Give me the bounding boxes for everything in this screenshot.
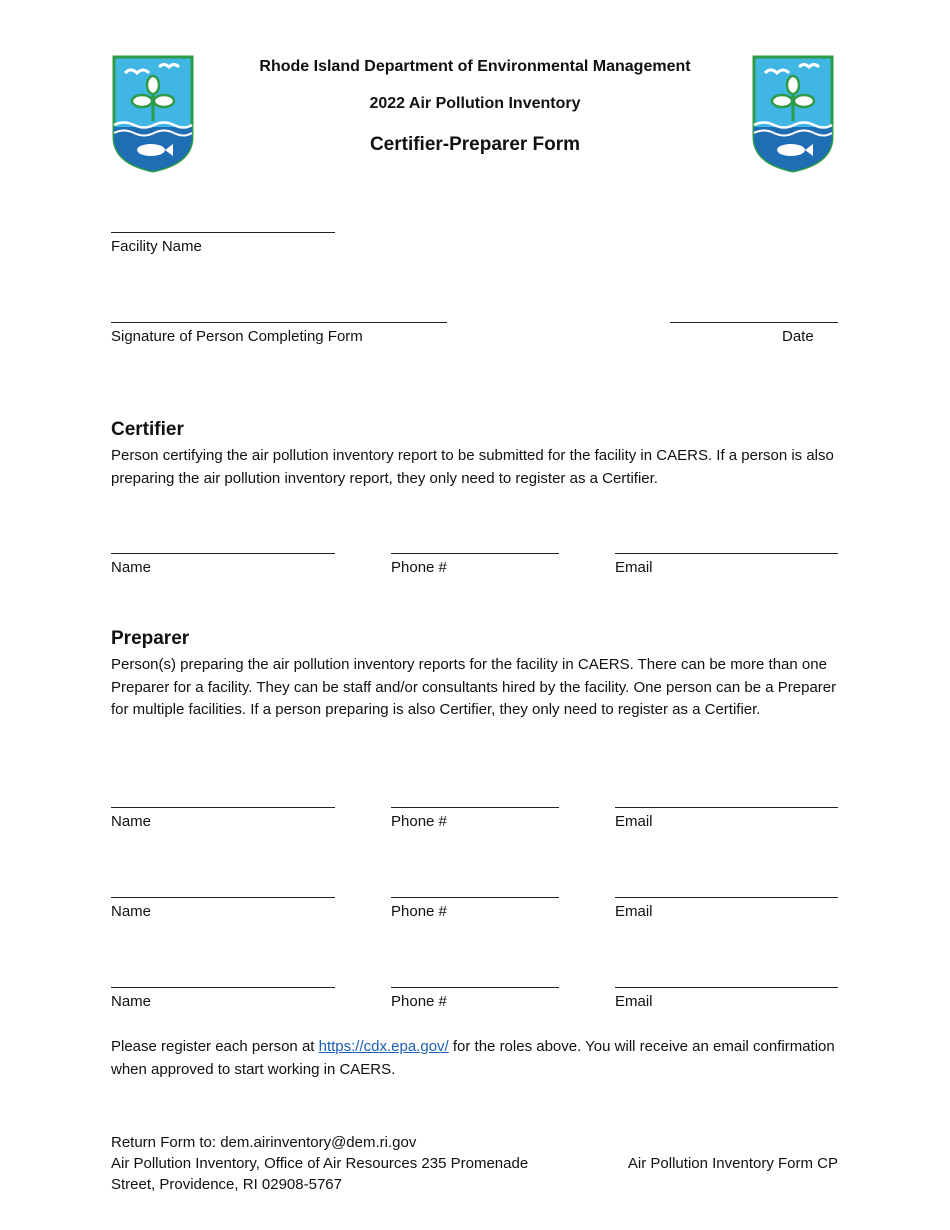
return-form-to: Return Form to: dem.airinventory@dem.ri.gov: [111, 1134, 417, 1151]
form-title: Certifier-Preparer Form: [369, 134, 581, 155]
certifier-heading: Certifier: [111, 419, 184, 440]
preparer-1-name-line[interactable]: [111, 807, 335, 808]
certifier-name-line[interactable]: [111, 553, 335, 554]
register-suffix: for the roles above. You will receive an email confirmation when approved to start working in CAERS.: [111, 1038, 835, 1078]
facility-name-label: Facility Name: [111, 238, 202, 255]
certifier-email-label: Email: [615, 559, 653, 576]
form-id: Air Pollution Inventory Form CP: [627, 1155, 838, 1172]
preparer-1-name-label: Name: [111, 813, 152, 830]
preparer-3-email-line[interactable]: [615, 987, 838, 988]
date-label: Date: [782, 328, 814, 345]
preparer-2-name-label: Name: [111, 903, 152, 920]
certifier-email-line[interactable]: [615, 553, 838, 554]
ri-dem-logo-right: [751, 55, 835, 173]
preparer-1-phone-line[interactable]: [391, 807, 559, 808]
signature-label: Signature of Person Completing Form: [111, 328, 363, 345]
preparer-3-phone-label: Phone #: [391, 993, 447, 1010]
preparer-1-email-line[interactable]: [615, 807, 838, 808]
preparer-heading: Preparer: [111, 628, 190, 649]
preparer-2-name-line[interactable]: [111, 897, 335, 898]
ri-dem-logo-left: [111, 55, 195, 173]
certifier-phone-label: Phone #: [391, 559, 447, 576]
preparer-1-phone-label: Phone #: [391, 813, 447, 830]
preparer-2-phone-label: Phone #: [391, 903, 447, 920]
preparer-1-email-label: Email: [615, 813, 653, 830]
preparer-description: Person(s) preparing the air pollution inventory reports for the facility in CAERS. There can be more than one Preparer for a facility. They can be staff and/or consultants hired by the facility. One person can be a Preparer for multiple facilities. If a person preparing is also Certifier, they only need to register as a Certifier.: [111, 656, 837, 718]
preparer-3-name-label: Name: [111, 993, 152, 1010]
certifier-description: Person certifying the air pollution inventory report to be submitted for the facility in CAERS. If a person is also preparing the air pollution inventory report, they only need to register as a Certifier.: [111, 447, 834, 487]
register-prefix: Please register each person at: [111, 1038, 319, 1055]
footer-address: Air Pollution Inventory, Office of Air Resources 235 Promenade Street, Providence, RI 02908-5767: [111, 1155, 529, 1193]
preparer-3-name-line[interactable]: [111, 987, 335, 988]
preparer-2-phone-line[interactable]: [391, 897, 559, 898]
cdx-epa-link[interactable]: https://cdx.epa.gov/: [318, 1038, 449, 1055]
register-note: [111, 1036, 841, 1081]
preparer-2-email-label: Email: [615, 903, 653, 920]
date-line[interactable]: [670, 322, 838, 323]
preparer-3-email-label: Email: [615, 993, 653, 1010]
inventory-title: 2022 Air Pollution Inventory: [369, 95, 581, 112]
signature-line[interactable]: [111, 322, 447, 323]
certifier-name-label: Name: [111, 559, 152, 576]
certifier-phone-line[interactable]: [391, 553, 559, 554]
preparer-3-phone-line[interactable]: [391, 987, 559, 988]
preparer-2-email-line[interactable]: [615, 897, 838, 898]
department-title: Rhode Island Department of Environmental Management: [259, 58, 691, 75]
facility-name-line[interactable]: [111, 232, 335, 233]
